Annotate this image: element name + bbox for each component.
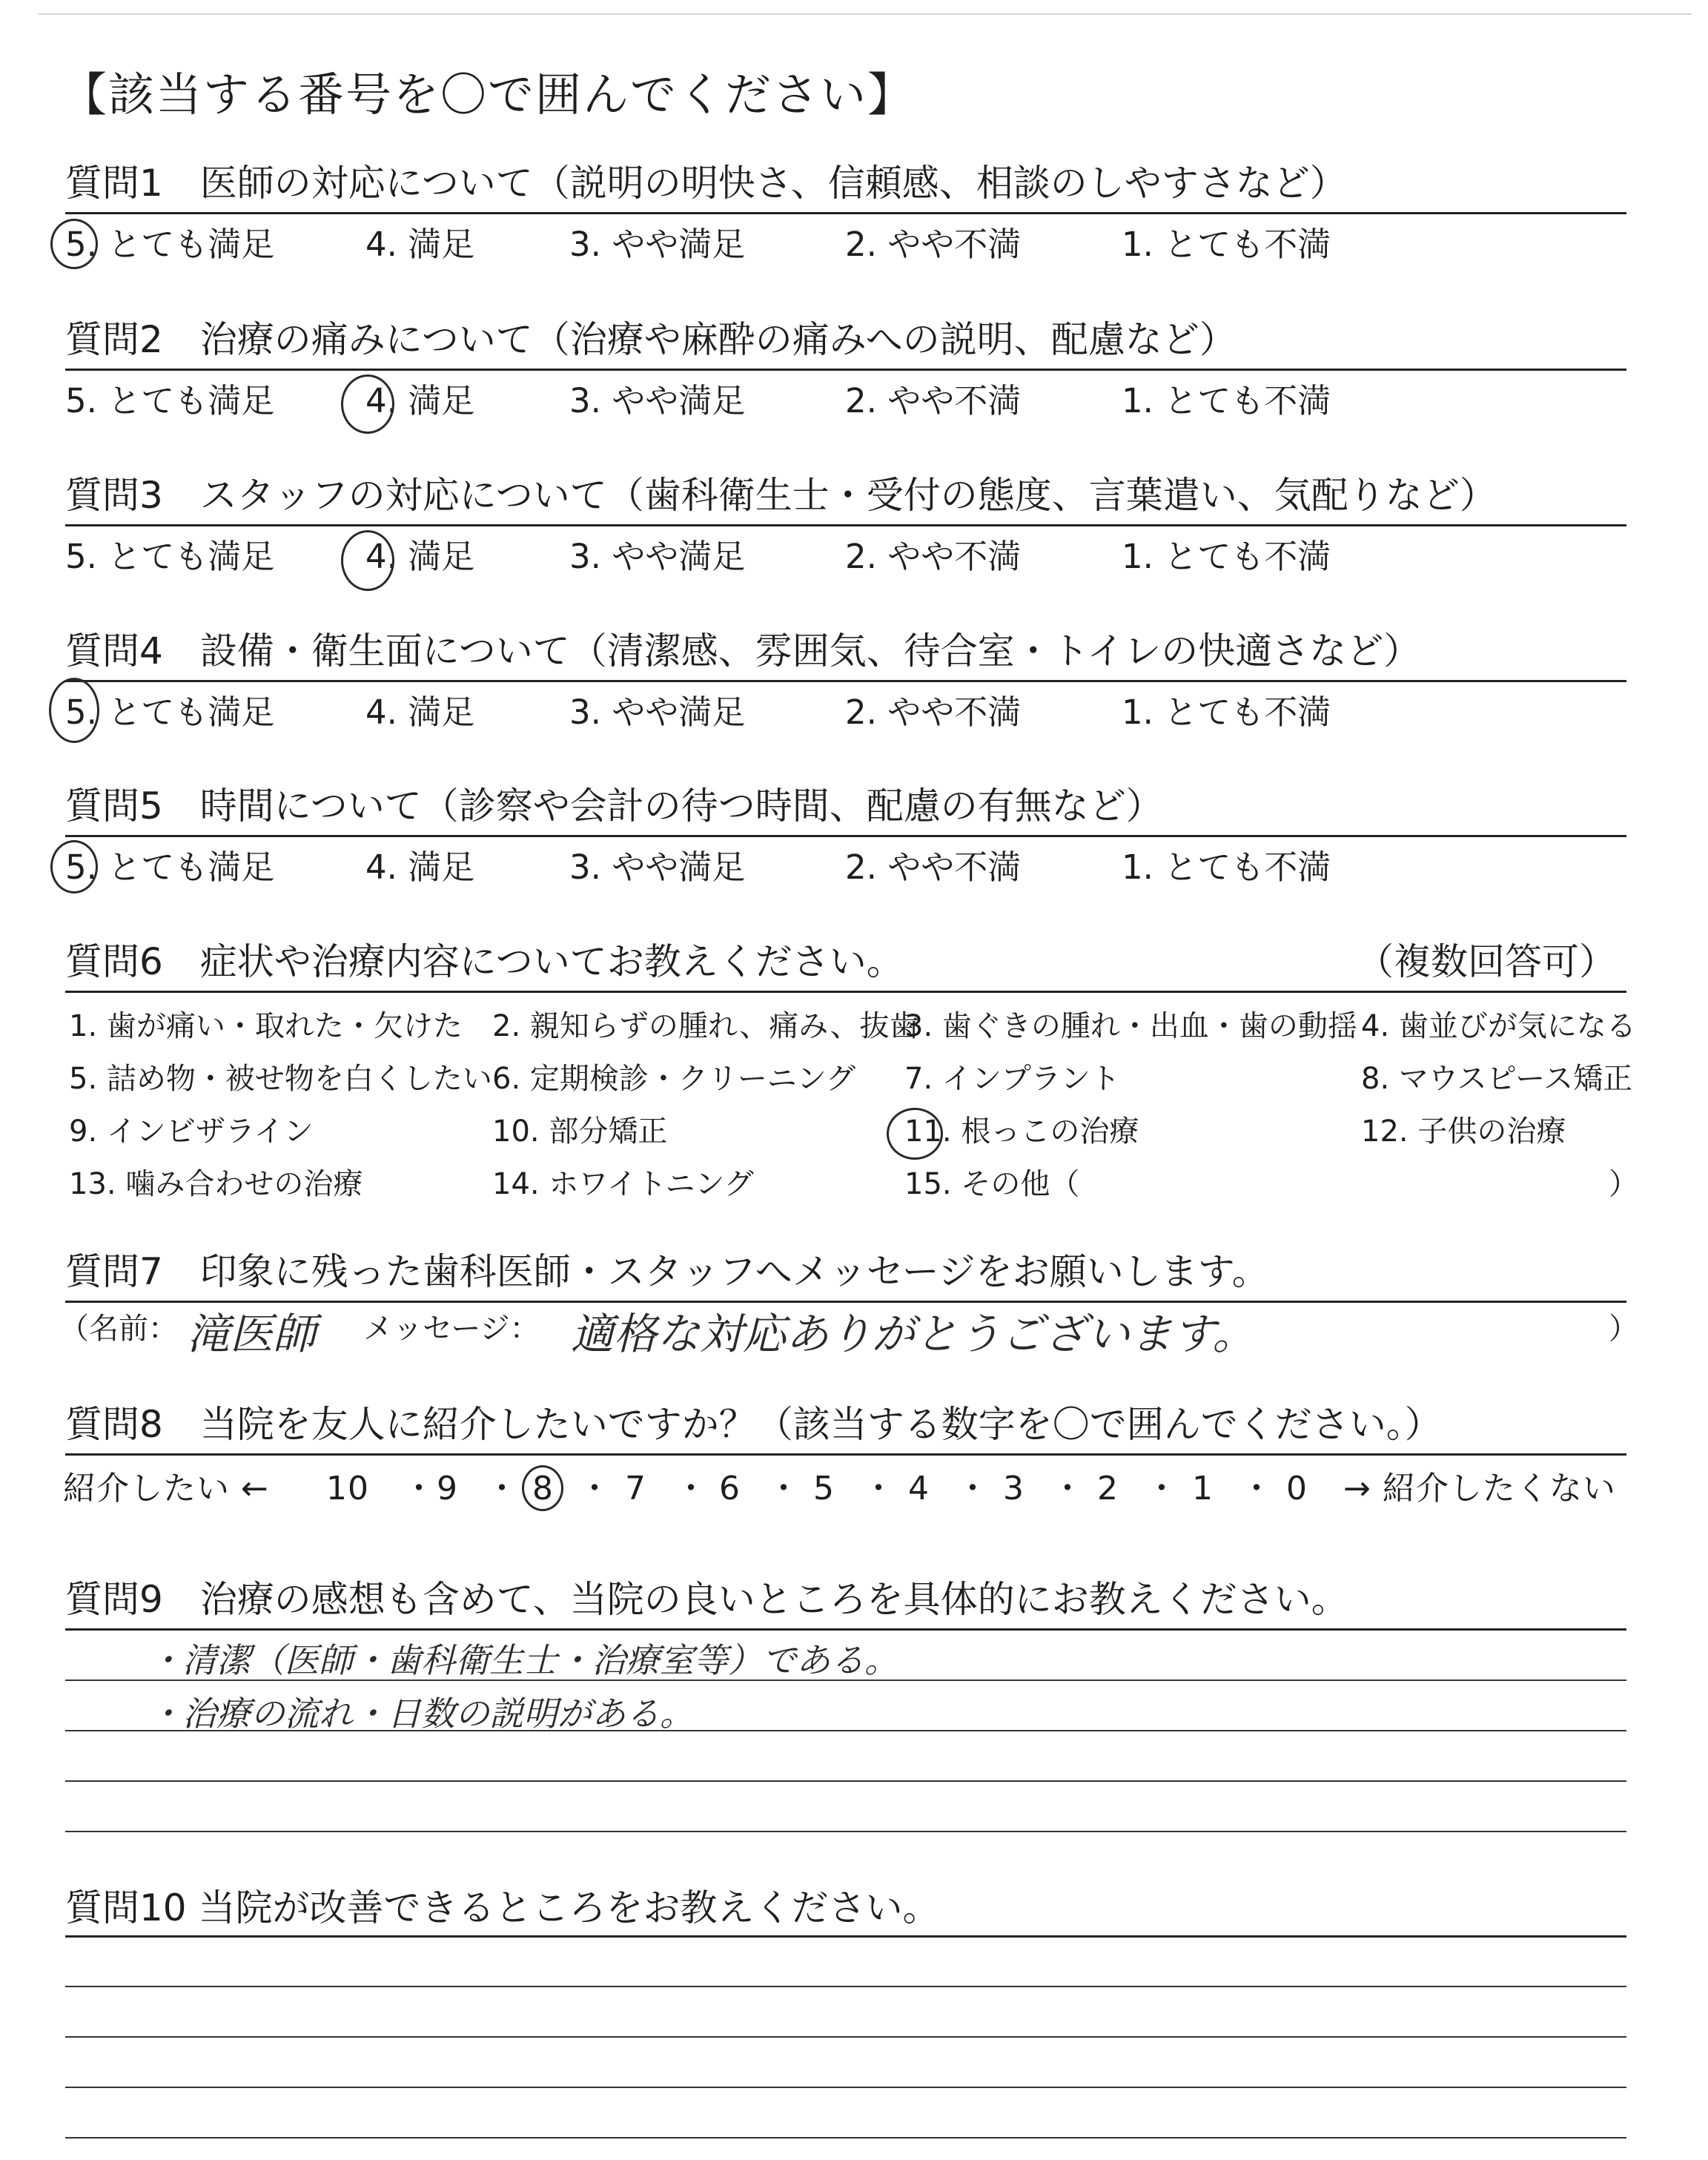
- q5-option-3[interactable]: 3. やや満足: [569, 848, 746, 887]
- q6-option-9[interactable]: 9. インビザライン: [69, 1114, 314, 1149]
- q8-number-3[interactable]: 3: [1003, 1470, 1025, 1507]
- q6-option-1[interactable]: 1. 歯が痛い・取れた・欠けた: [69, 1009, 463, 1043]
- question-4-title: 質問4 設備・衛生面について（清潔感、雰囲気、待合室・トイレの快適さなど）: [65, 630, 1421, 673]
- q6-answer-circle: [887, 1108, 943, 1160]
- q8-number-2[interactable]: 2: [1097, 1470, 1119, 1507]
- question-1-title: 質問1 医師の対応について（説明の明快さ、信頼感、相談のしやすさなど）: [65, 162, 1347, 205]
- q5-option-5[interactable]: 5. とても満足: [65, 848, 275, 887]
- q6-option-10[interactable]: 10. 部分矯正: [492, 1114, 668, 1149]
- q6-option-4[interactable]: 4. 歯並びが気になる: [1361, 1009, 1636, 1043]
- q6-option-11[interactable]: 11. 根っこの治療: [904, 1114, 1139, 1149]
- question-2-rule: [65, 369, 1626, 371]
- q8-separator: ・: [578, 1470, 612, 1507]
- q1-option-5[interactable]: 5. とても満足: [65, 225, 275, 264]
- q8-number-0[interactable]: 0: [1286, 1470, 1308, 1507]
- q8-right-label: → 紹介したくない: [1343, 1470, 1616, 1507]
- q9-writing-line: [65, 1680, 1626, 1681]
- q5-answer-circle: [50, 840, 98, 894]
- q8-answer-circle: [522, 1465, 563, 1511]
- q8-number-9[interactable]: 9: [437, 1470, 458, 1507]
- q9-answer-line-2[interactable]: ・治療の流れ・日数の説明がある。: [148, 1694, 694, 1734]
- q6-option-8[interactable]: 8. マウスピース矯正: [1361, 1062, 1633, 1096]
- question-8-rule: [65, 1453, 1626, 1456]
- q1-option-4[interactable]: 4. 満足: [365, 225, 475, 264]
- question-9-rule: [65, 1628, 1626, 1631]
- question-2-title: 質問2 治療の痛みについて（治療や麻酔の痛みへの説明、配慮など）: [65, 318, 1237, 361]
- q4-option-4[interactable]: 4. 満足: [365, 693, 475, 732]
- q6-option-6[interactable]: 6. 定期検診・クリーニング: [492, 1062, 856, 1096]
- q1-option-1[interactable]: 1. とても不満: [1122, 225, 1331, 264]
- q2-option-4[interactable]: 4. 満足: [365, 381, 475, 420]
- q8-number-8[interactable]: 8: [532, 1470, 554, 1507]
- q3-option-5[interactable]: 5. とても満足: [65, 537, 275, 576]
- q10-writing-line[interactable]: [65, 2036, 1626, 2038]
- q9-writing-line: [65, 1730, 1626, 1731]
- q3-option-2[interactable]: 2. やや不満: [845, 537, 1022, 576]
- q8-number-7[interactable]: 7: [625, 1470, 646, 1507]
- question-6-note: （複数回答可）: [1357, 940, 1616, 983]
- q8-separator: ・: [675, 1470, 708, 1507]
- q8-separator: ・: [486, 1470, 519, 1507]
- question-1-rule: [65, 212, 1626, 214]
- question-6-title: 質問6 症状や治療内容についてお教えください。: [65, 940, 904, 983]
- q10-writing-line[interactable]: [65, 2137, 1626, 2138]
- q9-writing-line: [65, 1780, 1626, 1782]
- q3-option-4[interactable]: 4. 満足: [365, 537, 475, 576]
- q10-writing-line[interactable]: [65, 2087, 1626, 2088]
- q6-option-3[interactable]: 3. 歯ぐきの腫れ・出血・歯の動揺: [904, 1009, 1357, 1043]
- q4-option-5[interactable]: 5. とても満足: [65, 693, 275, 732]
- q7-name-handwritten[interactable]: 滝医師: [187, 1309, 317, 1359]
- q7-message-handwritten[interactable]: 適格な対応ありがとうございます。: [571, 1309, 1256, 1359]
- question-4-rule: [65, 680, 1626, 682]
- q7-message-label: メッセージ：: [363, 1312, 540, 1346]
- question-6-rule: [65, 991, 1626, 993]
- q5-option-2[interactable]: 2. やや不満: [845, 848, 1022, 887]
- q1-option-2[interactable]: 2. やや不満: [845, 225, 1022, 264]
- question-10-rule: [65, 1935, 1626, 1938]
- q8-separator: ・: [956, 1470, 990, 1507]
- question-3-rule: [65, 524, 1626, 526]
- q8-separator: ・: [862, 1470, 896, 1507]
- q10-writing-line[interactable]: [65, 1986, 1626, 1987]
- q6-option-13[interactable]: 13. 噛み合わせの治療: [69, 1167, 363, 1201]
- page-top-border: [39, 13, 1692, 15]
- q8-number-4[interactable]: 4: [908, 1470, 930, 1507]
- q6-option-14[interactable]: 14. ホワイトニング: [492, 1167, 754, 1201]
- q2-option-5[interactable]: 5. とても満足: [65, 381, 275, 420]
- question-3-title: 質問3 スタッフの対応について（歯科衛生士・受付の態度、言葉遣い、気配りなど）: [65, 474, 1497, 517]
- q4-option-1[interactable]: 1. とても不満: [1122, 693, 1331, 732]
- instruction-header: 【該当する番号を〇で囲んでください】: [61, 67, 916, 122]
- question-8-title: 質問8 当院を友人に紹介したいですか？（該当する数字を〇で囲んでください。）: [65, 1403, 1442, 1446]
- q8-separator: ・: [1145, 1470, 1179, 1507]
- q1-answer-circle: [50, 219, 98, 269]
- q7-close: ）: [1609, 1312, 1638, 1346]
- q9-answer-line-1[interactable]: ・清潔（医師・歯科衛生士・治療室等）である。: [148, 1640, 898, 1680]
- question-7-title: 質問7 印象に残った歯科医師・スタッフへメッセージをお願いします。: [65, 1250, 1269, 1293]
- q2-option-1[interactable]: 1. とても不満: [1122, 381, 1331, 420]
- q3-option-1[interactable]: 1. とても不満: [1122, 537, 1331, 576]
- q6-option-15-close: ）: [1609, 1167, 1638, 1201]
- q6-option-12[interactable]: 12. 子供の治療: [1361, 1114, 1566, 1149]
- question-10-title: 質問10 当院が改善できるところをお教えください。: [65, 1886, 940, 1929]
- q6-option-7[interactable]: 7. インプラント: [904, 1062, 1120, 1096]
- q8-separator: ・: [767, 1470, 801, 1507]
- q3-answer-circle: [341, 530, 394, 591]
- q4-answer-circle: [49, 678, 99, 743]
- q8-number-5[interactable]: 5: [813, 1470, 835, 1507]
- question-5-rule: [65, 835, 1626, 837]
- question-9-title: 質問9 治療の感想も含めて、当院の良いところを具体的にお教えください。: [65, 1578, 1348, 1621]
- q6-option-15[interactable]: 15. その他（: [904, 1167, 1080, 1201]
- q3-option-3[interactable]: 3. やや満足: [569, 537, 746, 576]
- q6-option-5[interactable]: 5. 詰め物・被せ物を白くしたい: [69, 1062, 492, 1096]
- q5-option-1[interactable]: 1. とても不満: [1122, 848, 1331, 887]
- q8-left-label: 紹介したい ←: [63, 1470, 269, 1507]
- q4-option-2[interactable]: 2. やや不満: [845, 693, 1022, 732]
- q4-option-3[interactable]: 3. やや満足: [569, 693, 746, 732]
- q8-number-6[interactable]: 6: [719, 1470, 741, 1507]
- q9-writing-line: [65, 1831, 1626, 1832]
- q7-name-label: （名前：: [59, 1312, 178, 1346]
- q8-separator: ・: [1240, 1470, 1274, 1507]
- q6-option-2[interactable]: 2. 親知らずの腫れ、痛み、抜歯: [492, 1009, 919, 1043]
- q2-option-2[interactable]: 2. やや不満: [845, 381, 1022, 420]
- q1-option-3[interactable]: 3. やや満足: [569, 225, 746, 264]
- q2-option-3[interactable]: 3. やや満足: [569, 381, 746, 420]
- q5-option-4[interactable]: 4. 満足: [365, 848, 475, 887]
- q8-number-1[interactable]: 1: [1192, 1470, 1214, 1507]
- q8-number-10[interactable]: 10: [326, 1470, 369, 1507]
- q8-separator: ・: [1051, 1470, 1085, 1507]
- question-5-title: 質問5 時間について（診察や会計の待つ時間、配慮の有無など）: [65, 785, 1163, 828]
- q8-separator: ・: [403, 1470, 436, 1507]
- q2-answer-circle: [341, 374, 394, 434]
